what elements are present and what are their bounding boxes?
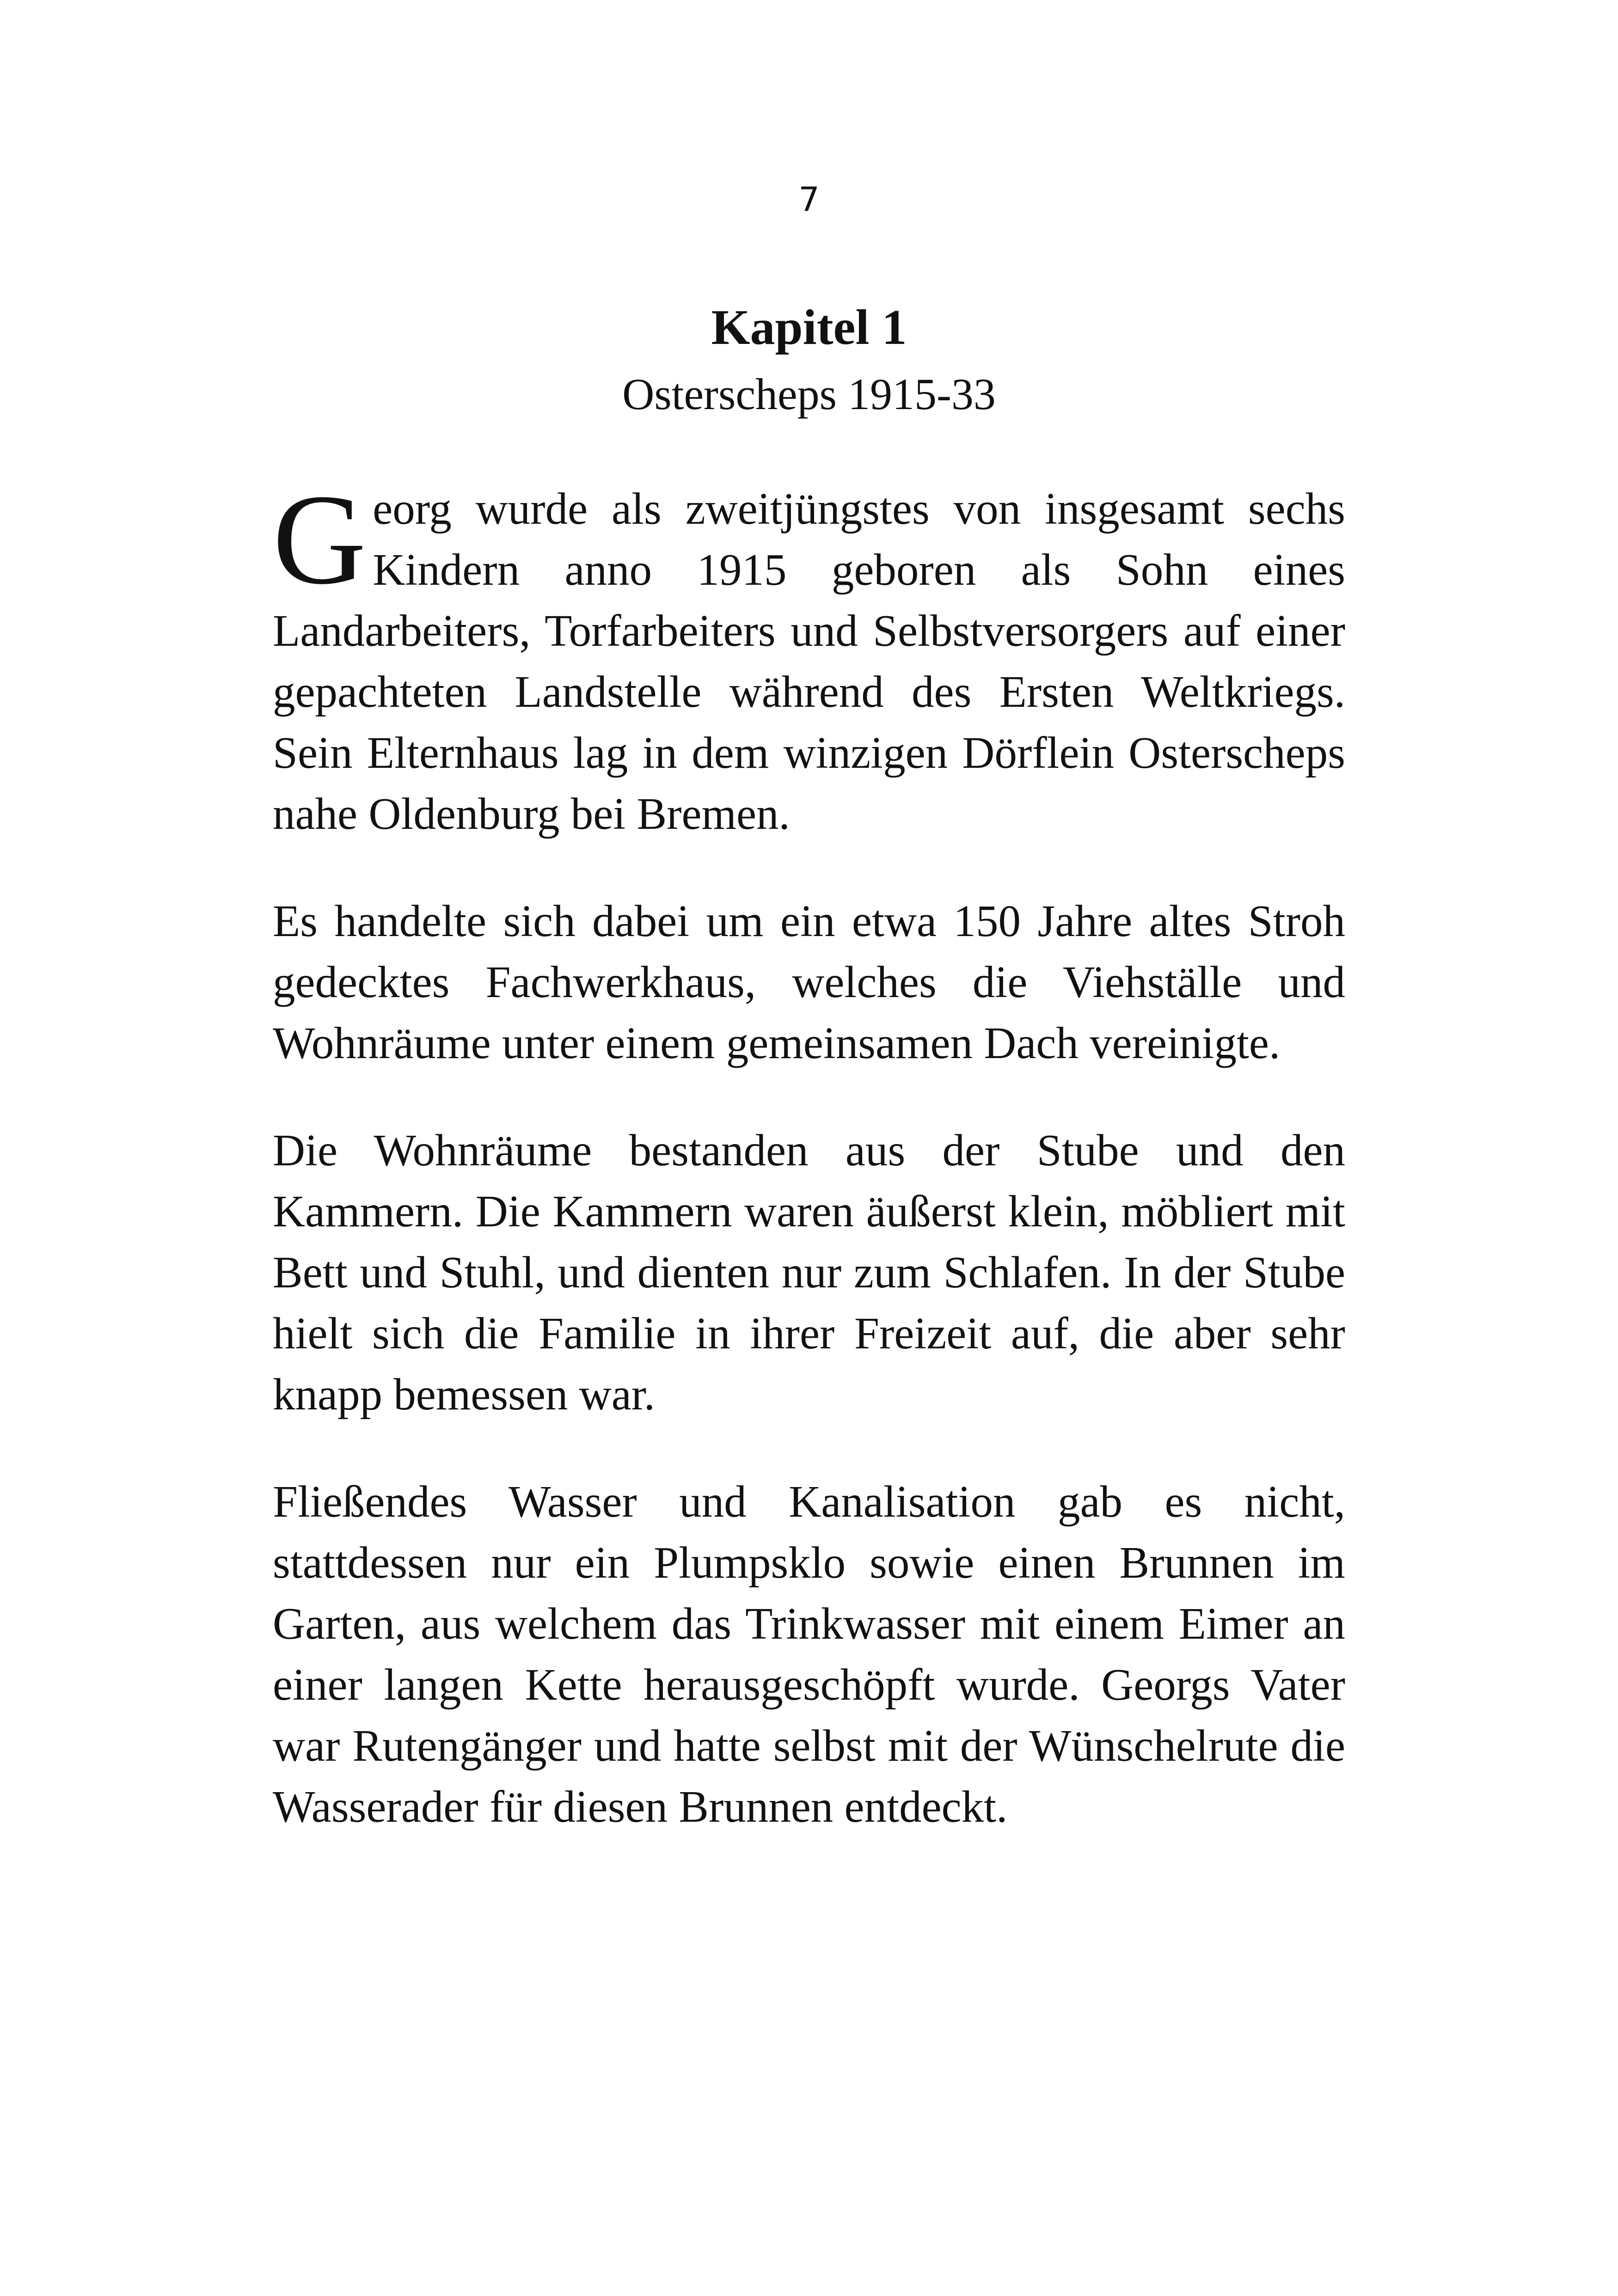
page-number: 7 [798, 180, 820, 219]
paragraph-1-text: eorg wurde als zweitjüngstes von insgesamt sechs Kindern anno 1915 geboren als Sohn eines Landarbeiters, Torfarbeiters und Selbstversorgers auf einer gepachteten Landstelle während des Ersten Weltkriegs. Sein Elternhaus lag in dem winzigen Dörflein Osterscheps nahe Oldenburg bei Bremen. [273, 484, 1345, 839]
paragraph-1 [273, 467, 1345, 845]
chapter-subtitle: Osterscheps 1915-33 [622, 369, 996, 419]
paragraph-4: Fließendes Wasser und Kanalisation gab es nicht, stattdessen nur ein Plumpsklo sowie einen Brunnen im Garten, aus welchem das Trinkwasser mit einem Eimer an einer langen Kette herausgeschöpft wurde. Georgs Vater war Rutengänger und hatte selbst mit der Wünschelrute die Wasserader für diesen Brunnen entdeckt. [273, 1477, 1345, 1831]
drop-cap: G [273, 467, 367, 611]
paragraph-3: Die Wohnräume bestanden aus der Stube und den Kammern. Die Kammern waren äußerst klein, möbliert mit Bett und Stuhl, und dienten nur zum Schlafen. In der Stube hielt sich die Familie in ihrer Freizeit auf, die aber sehr knapp bemessen war. [273, 1126, 1345, 1419]
chapter-body [273, 467, 1345, 1837]
paragraph-2: Es handelte sich dabei um ein etwa 150 Jahre altes Stroh gedecktes Fachwerkhaus, welches die Viehställe und Wohnräume unter einem gemeinsamen Dach vereinigte. [273, 896, 1345, 1068]
chapter-title: Kapitel 1 [711, 300, 907, 355]
